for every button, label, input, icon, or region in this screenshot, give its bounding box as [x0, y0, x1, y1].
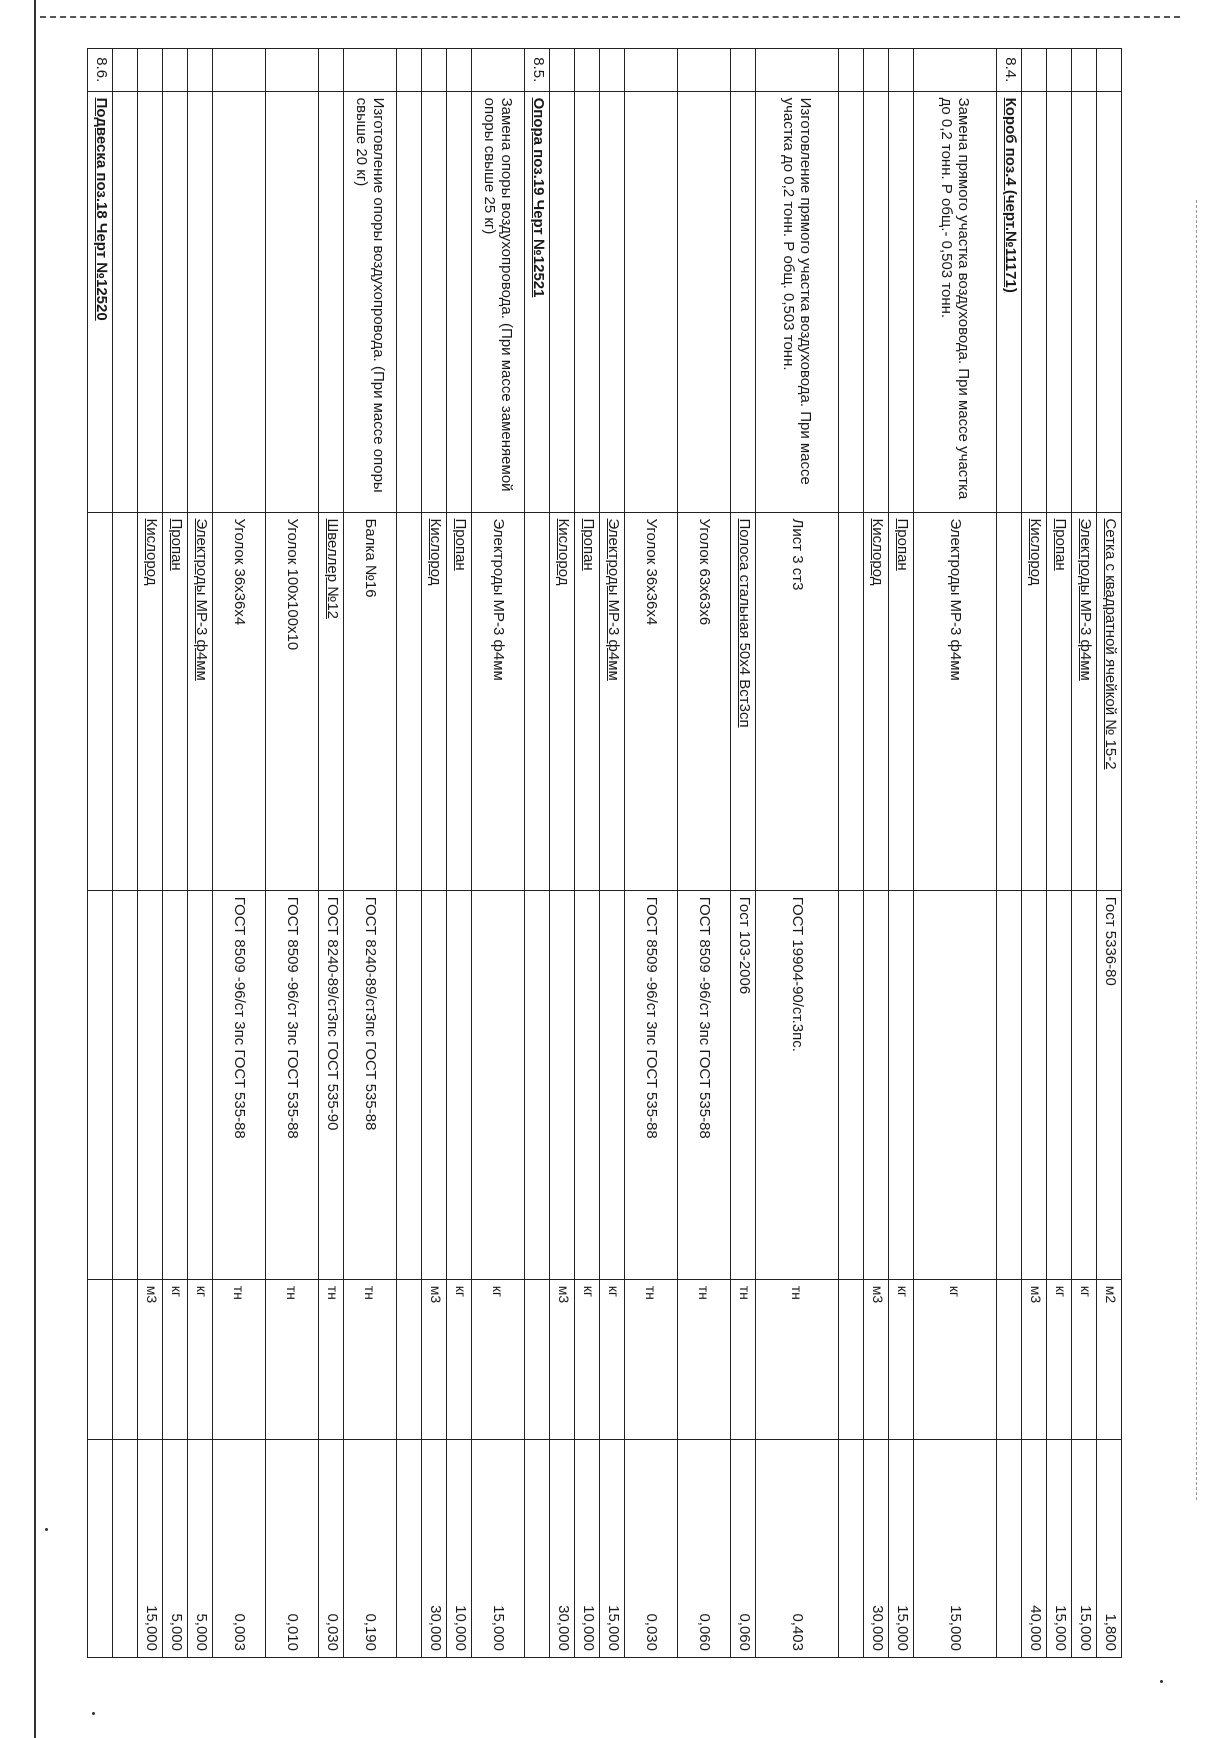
scan-edge-top	[40, 16, 1180, 18]
material-standard: ГОСТ 19904-90/ст.3пс.	[756, 890, 839, 1279]
material-name: Электроды МР-3 ф4мм	[472, 512, 525, 890]
material-name: Кислород	[138, 512, 163, 890]
material-name: Пропан	[1047, 512, 1072, 890]
unit-of-measure: тн	[625, 1279, 678, 1439]
unit-of-measure: тн	[266, 1279, 319, 1439]
unit-of-measure	[997, 1279, 1022, 1439]
materials-table	[87, 48, 1122, 1658]
work-description	[163, 91, 188, 512]
quantity: 15,000	[889, 1439, 914, 1657]
unit-of-measure: кг	[600, 1279, 625, 1439]
material-standard	[397, 890, 422, 1279]
unit-of-measure: кг	[447, 1279, 472, 1439]
quantity	[525, 1439, 550, 1657]
row-number	[188, 49, 213, 92]
quantity: 15,000	[138, 1439, 163, 1657]
material-name: Пропан	[889, 512, 914, 890]
material-standard	[422, 890, 447, 1279]
material-standard: ГОСТ 8509 -96/ст 3пс ГОСТ 535-88	[266, 890, 319, 1279]
unit-of-measure: м3	[864, 1279, 889, 1439]
material-standard	[525, 890, 550, 1279]
quantity: 15,000	[600, 1439, 625, 1657]
row-number	[344, 49, 397, 92]
material-name: Кислород	[1022, 512, 1047, 890]
table-row	[550, 49, 575, 1658]
material-standard: ГОСТ 8240-89/ст3пс ГОСТ 535-90	[319, 890, 344, 1279]
quantity: 30,000	[550, 1439, 575, 1657]
material-standard	[472, 890, 525, 1279]
unit-of-measure: тн	[756, 1279, 839, 1439]
work-description	[1072, 91, 1097, 512]
section-row	[88, 49, 113, 1658]
section-row	[997, 49, 1022, 1658]
table-row	[600, 49, 625, 1658]
scan-edge-left	[34, 0, 36, 1738]
table-row	[163, 49, 188, 1658]
material-standard: ГОСТ 8240-89/ст3пс ГОСТ 535-88	[344, 890, 397, 1279]
row-number	[864, 49, 889, 92]
material-standard: ГОСТ 8509 -96/ст 3пс ГОСТ 535-88	[678, 890, 731, 1279]
material-name: Кислород	[864, 512, 889, 890]
row-number	[163, 49, 188, 92]
row-number	[756, 49, 839, 92]
material-name	[997, 512, 1022, 890]
row-number	[113, 49, 138, 92]
material-standard: ГОСТ 8509 -96/ст 3пс ГОСТ 535-88	[213, 890, 266, 1279]
material-standard	[1047, 890, 1072, 1279]
row-number	[914, 49, 997, 92]
quantity: 0,403	[756, 1439, 839, 1657]
material-name	[88, 512, 113, 890]
material-standard: Гост 103-2006	[731, 890, 756, 1279]
row-number	[447, 49, 472, 92]
material-name	[397, 512, 422, 890]
work-description	[319, 91, 344, 512]
quantity: 10,000	[447, 1439, 472, 1657]
table-row	[188, 49, 213, 1658]
unit-of-measure: кг	[914, 1279, 997, 1439]
table-row	[1022, 49, 1047, 1658]
row-number	[213, 49, 266, 92]
table-row	[1097, 49, 1122, 1658]
quantity: 10,000	[575, 1439, 600, 1657]
unit-of-measure: тн	[319, 1279, 344, 1439]
work-description	[1047, 91, 1072, 512]
section-title: Опора поз.19 Черт №12521	[525, 91, 550, 512]
table-row	[213, 49, 266, 1658]
quantity: 0,030	[625, 1439, 678, 1657]
quantity: 15,000	[1047, 1439, 1072, 1657]
material-standard	[1022, 890, 1047, 1279]
material-standard	[88, 890, 113, 1279]
material-standard	[138, 890, 163, 1279]
work-description	[678, 91, 731, 512]
quantity: 0,060	[731, 1439, 756, 1657]
work-description: Замена опоры воздухопровода. (При массе заменяемой опоры свыше 25 кг)	[472, 91, 525, 512]
unit-of-measure: м3	[138, 1279, 163, 1439]
material-standard	[600, 890, 625, 1279]
unit-of-measure: кг	[188, 1279, 213, 1439]
unit-of-measure: тн	[213, 1279, 266, 1439]
unit-of-measure: кг	[889, 1279, 914, 1439]
unit-of-measure: кг	[1072, 1279, 1097, 1439]
quantity: 15,000	[472, 1439, 525, 1657]
work-description	[266, 91, 319, 512]
row-number: 8.4.	[997, 49, 1022, 92]
work-description	[550, 91, 575, 512]
table-row	[678, 49, 731, 1658]
row-number	[138, 49, 163, 92]
section-row	[525, 49, 550, 1658]
material-name: Электроды МР-3 ф4мм	[600, 512, 625, 890]
quantity: 0,030	[319, 1439, 344, 1657]
unit-of-measure: м3	[550, 1279, 575, 1439]
unit-of-measure: кг	[472, 1279, 525, 1439]
table-row	[266, 49, 319, 1658]
work-description	[839, 91, 864, 512]
row-number	[600, 49, 625, 92]
work-description	[575, 91, 600, 512]
table-row	[575, 49, 600, 1658]
row-number: 8.6.	[88, 49, 113, 92]
row-number	[550, 49, 575, 92]
table-row	[319, 49, 344, 1658]
work-description	[397, 91, 422, 512]
section-title: Короб поз.4 (черт.№11171)	[997, 91, 1022, 512]
unit-of-measure: тн	[731, 1279, 756, 1439]
table-row	[447, 49, 472, 1658]
row-number	[839, 49, 864, 92]
quantity	[997, 1439, 1022, 1657]
row-number	[625, 49, 678, 92]
material-standard: ГОСТ 8509 -96/ст 3пс ГОСТ 535-88	[625, 890, 678, 1279]
material-standard	[447, 890, 472, 1279]
material-standard	[575, 890, 600, 1279]
material-name: Пропан	[163, 512, 188, 890]
table-row	[113, 49, 138, 1658]
material-name: Кислород	[422, 512, 447, 890]
quantity: 30,000	[864, 1439, 889, 1657]
material-standard	[864, 890, 889, 1279]
material-name: Электроды МР-3 ф4мм	[914, 512, 997, 890]
work-description	[422, 91, 447, 512]
unit-of-measure: тн	[344, 1279, 397, 1439]
scan-speck	[92, 1712, 95, 1715]
work-description	[731, 91, 756, 512]
material-name: Сетка с квадратной ячейкой № 15-2	[1097, 512, 1122, 890]
row-number	[1022, 49, 1047, 92]
unit-of-measure: кг	[163, 1279, 188, 1439]
material-name: Уголок 36х36х4	[213, 512, 266, 890]
row-number	[397, 49, 422, 92]
unit-of-measure	[113, 1279, 138, 1439]
unit-of-measure	[839, 1279, 864, 1439]
table-row	[472, 49, 525, 1658]
row-number	[678, 49, 731, 92]
material-name: Пропан	[575, 512, 600, 890]
material-name: Швеллер №12	[319, 512, 344, 890]
unit-of-measure	[397, 1279, 422, 1439]
unit-of-measure: м2	[1097, 1279, 1122, 1439]
quantity: 40,000	[1022, 1439, 1047, 1657]
work-description: Изготовление опоры воздухопровода. (При массе опоры свыше 20 кг)	[344, 91, 397, 512]
material-name: Балка №16	[344, 512, 397, 890]
table-row	[625, 49, 678, 1658]
table-row	[756, 49, 839, 1658]
material-name: Электроды МР-3 ф4мм	[1072, 512, 1097, 890]
material-name: Пропан	[447, 512, 472, 890]
material-name	[525, 512, 550, 890]
quantity: 15,000	[914, 1439, 997, 1657]
material-name: Уголок 36х36х4	[625, 512, 678, 890]
material-name: Электроды МР-3 ф4мм	[188, 512, 213, 890]
table-row	[1047, 49, 1072, 1658]
work-description	[447, 91, 472, 512]
quantity	[397, 1439, 422, 1657]
row-number	[1047, 49, 1072, 92]
row-number	[1097, 49, 1122, 92]
table-row	[1072, 49, 1097, 1658]
material-name: Лист 3 ст3	[756, 512, 839, 890]
quantity: 30,000	[422, 1439, 447, 1657]
work-description	[864, 91, 889, 512]
section-title: Подвеска поз.18 Черт №12520	[88, 91, 113, 512]
work-description	[1097, 91, 1122, 512]
quantity: 0,060	[678, 1439, 731, 1657]
unit-of-measure: м3	[1022, 1279, 1047, 1439]
material-standard	[550, 890, 575, 1279]
unit-of-measure: тн	[678, 1279, 731, 1439]
material-standard	[889, 890, 914, 1279]
quantity: 5,000	[163, 1439, 188, 1657]
work-description	[138, 91, 163, 512]
row-number	[319, 49, 344, 92]
row-number	[472, 49, 525, 92]
quantity: 0,003	[213, 1439, 266, 1657]
quantity	[88, 1439, 113, 1657]
material-name: Кислород	[550, 512, 575, 890]
work-description	[889, 91, 914, 512]
row-number	[889, 49, 914, 92]
quantity: 0,010	[266, 1439, 319, 1657]
scan-speck	[45, 1528, 48, 1531]
table-row	[397, 49, 422, 1658]
work-description	[188, 91, 213, 512]
material-name	[839, 512, 864, 890]
work-description	[213, 91, 266, 512]
row-number	[422, 49, 447, 92]
quantity: 15,000	[1072, 1439, 1097, 1657]
table-row	[889, 49, 914, 1658]
material-standard	[914, 890, 997, 1279]
quantity: 1,800	[1097, 1439, 1122, 1657]
material-standard	[113, 890, 138, 1279]
row-number	[1072, 49, 1097, 92]
table-row	[138, 49, 163, 1658]
materials-table-body	[88, 49, 1122, 1658]
table-row	[731, 49, 756, 1658]
unit-of-measure: м3	[422, 1279, 447, 1439]
quantity	[113, 1439, 138, 1657]
work-description: Изготовление прямого участка воздуховода. При массе участка до 0,2 тонн. Р общ. 0,503 тонн.	[756, 91, 839, 512]
work-description	[625, 91, 678, 512]
table-row	[344, 49, 397, 1658]
unit-of-measure: кг	[575, 1279, 600, 1439]
material-standard	[997, 890, 1022, 1279]
material-standard: Гост 5336-80	[1097, 890, 1122, 1279]
row-number	[266, 49, 319, 92]
material-name: Уголок 63х63х6	[678, 512, 731, 890]
unit-of-measure: кг	[1047, 1279, 1072, 1439]
work-description: Замена прямого участка воздуховода. При массе участка до 0,2 тонн. Р общ.- 0,503 тонн.	[914, 91, 997, 512]
work-description	[1022, 91, 1047, 512]
material-name: Полоса стальная 50х4 Вст3сп	[731, 512, 756, 890]
row-number: 8.5.	[525, 49, 550, 92]
material-name	[113, 512, 138, 890]
table-row	[864, 49, 889, 1658]
scan-edge-right	[1196, 200, 1197, 1500]
unit-of-measure	[88, 1279, 113, 1439]
row-number	[731, 49, 756, 92]
quantity	[839, 1439, 864, 1657]
material-standard	[839, 890, 864, 1279]
quantity: 5,000	[188, 1439, 213, 1657]
table-row	[839, 49, 864, 1658]
table-row	[422, 49, 447, 1658]
work-description	[113, 91, 138, 512]
material-standard	[1072, 890, 1097, 1279]
table-row	[914, 49, 997, 1658]
rotated-table-wrapper	[93, 48, 1122, 1658]
unit-of-measure	[525, 1279, 550, 1439]
material-standard	[188, 890, 213, 1279]
work-description	[600, 91, 625, 512]
row-number	[575, 49, 600, 92]
scan-speck	[1160, 1680, 1163, 1683]
material-name: Уголок 100х100х10	[266, 512, 319, 890]
material-standard	[163, 890, 188, 1279]
quantity: 0,190	[344, 1439, 397, 1657]
